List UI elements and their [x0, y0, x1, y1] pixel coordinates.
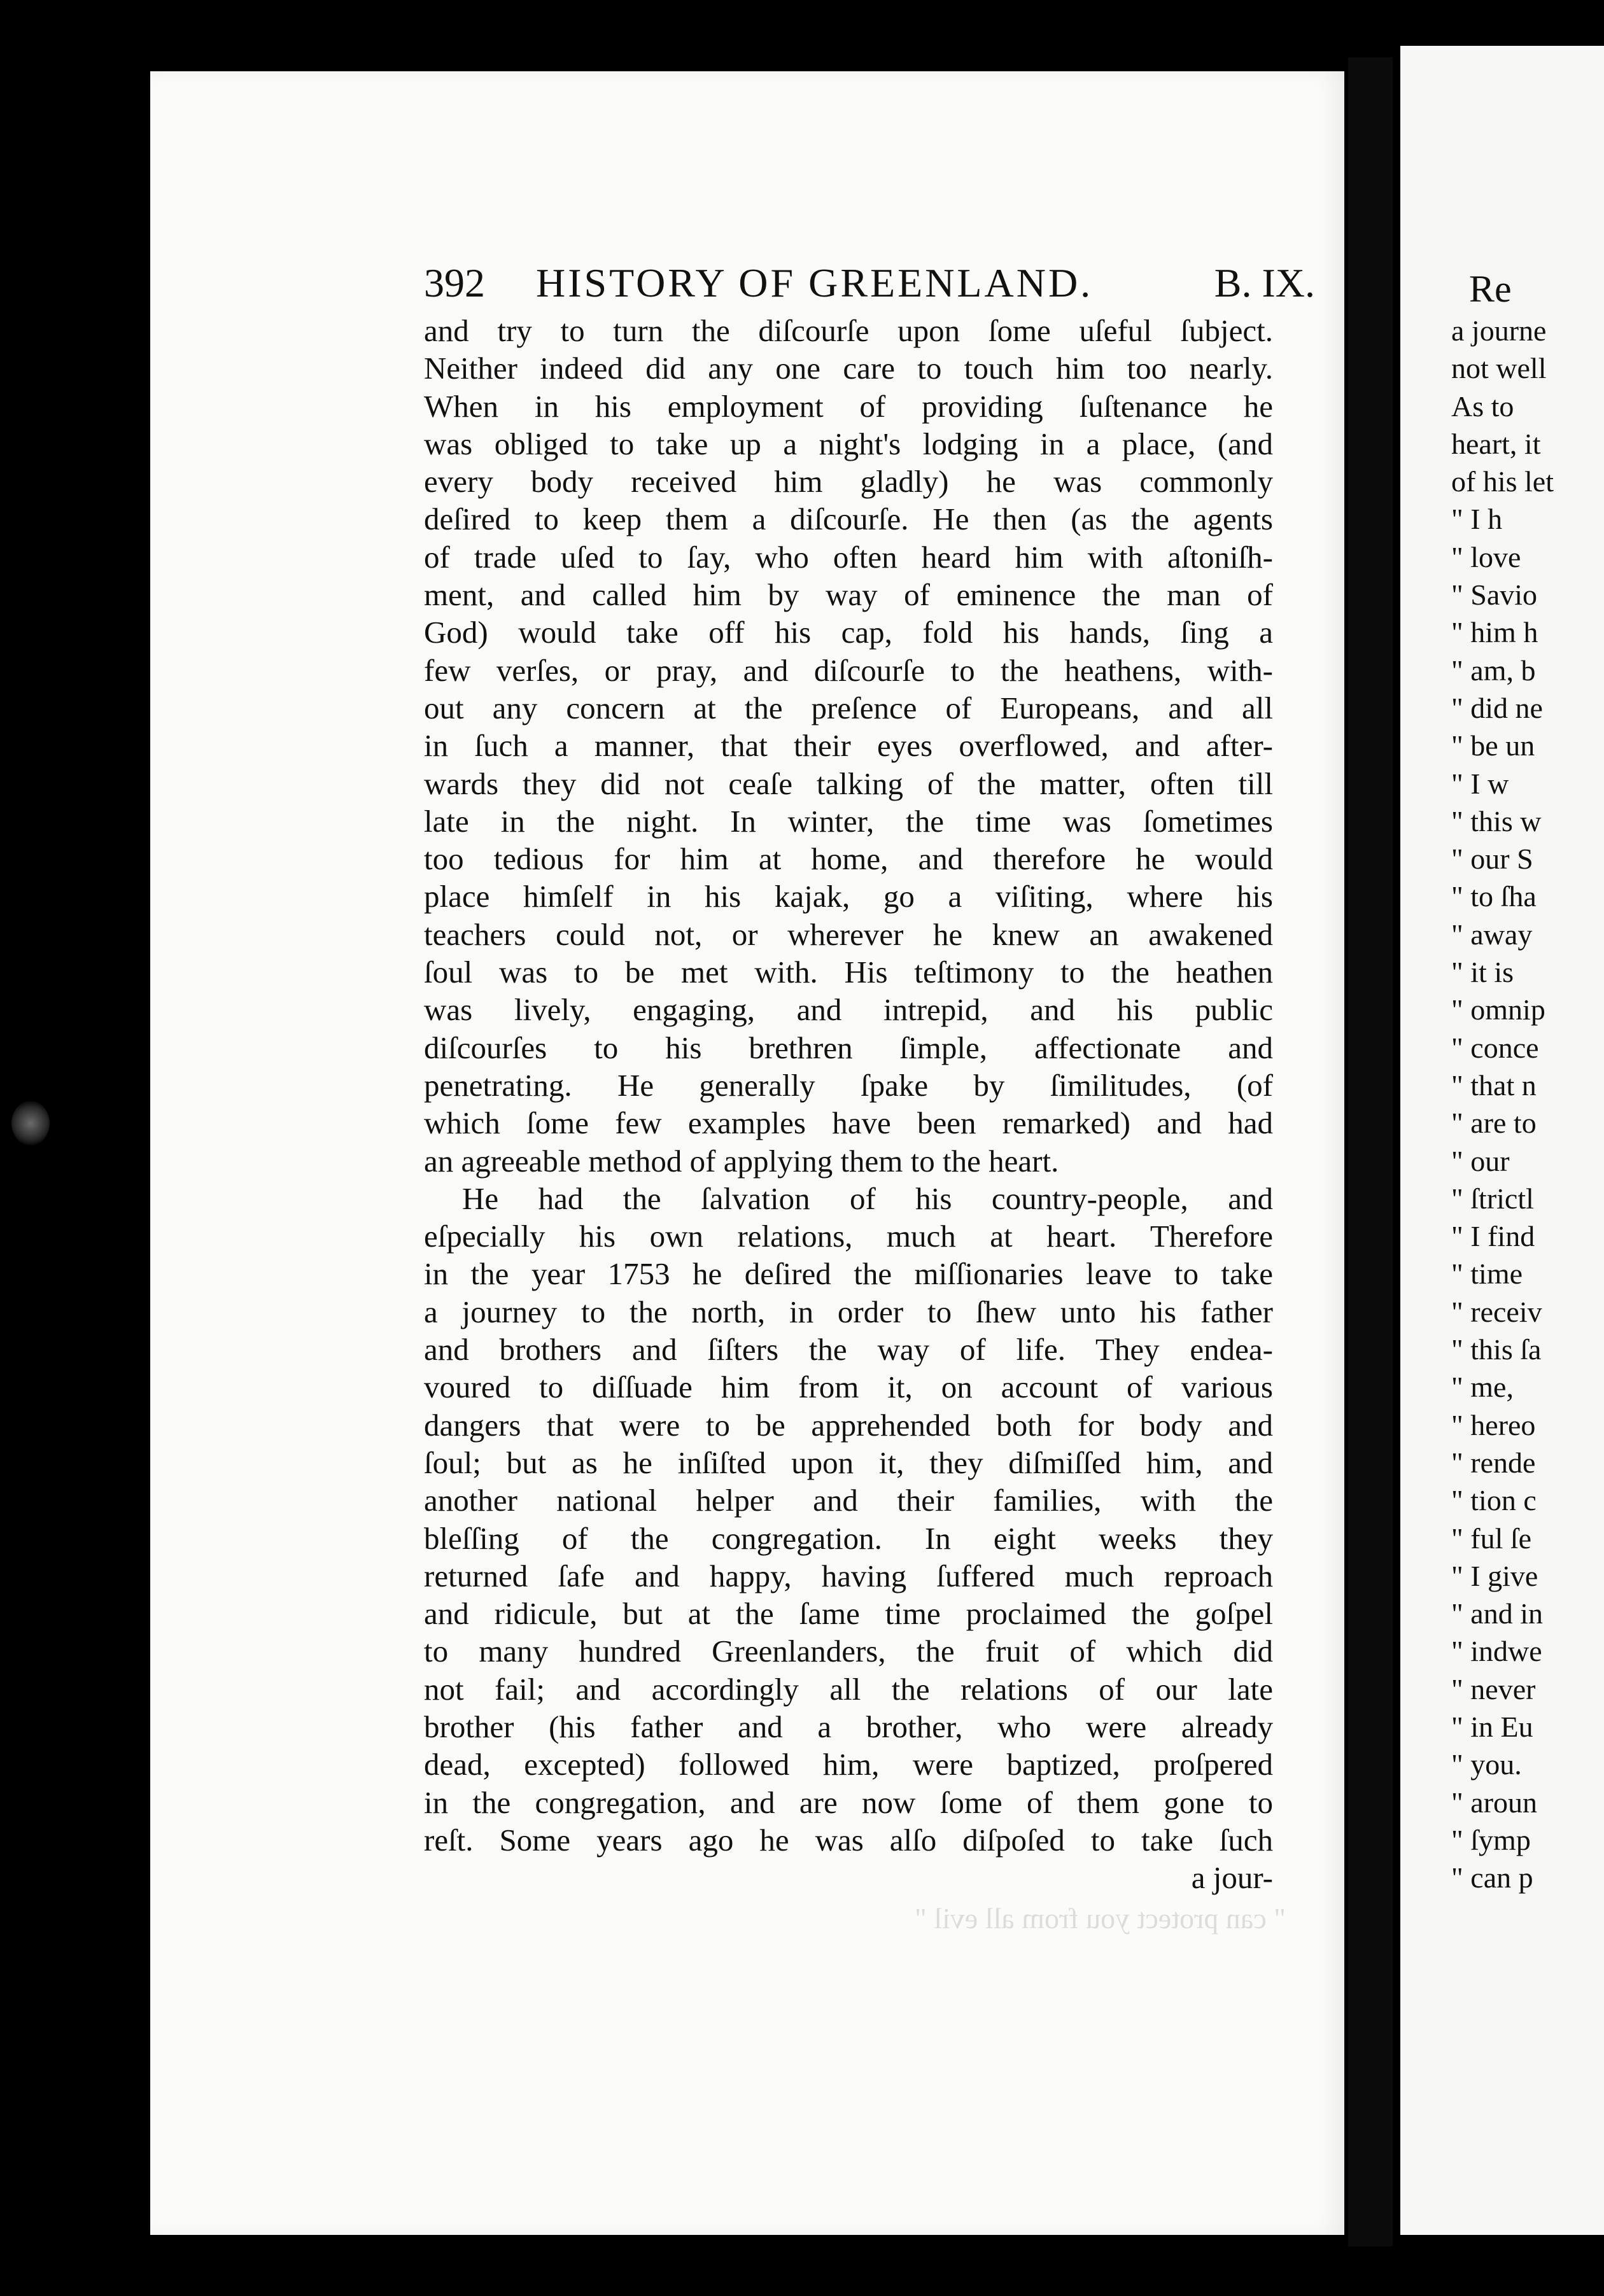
text-line: late in the night. In winter, the time was ſometimes [424, 803, 1273, 839]
right-text-line: " indwe [1451, 1635, 1542, 1668]
text-line: ſoul; but as he inſiſted upon it, they diſmiſſed him, and [424, 1445, 1273, 1480]
text-line: dangers that were to be apprehended both for body and [424, 1407, 1273, 1443]
right-text-line: " it is [1451, 956, 1514, 989]
text-line: an agreeable method of applying them to the heart. [424, 1143, 1059, 1179]
right-text-line: " are to [1451, 1107, 1537, 1140]
text-line: ment, and called him by way of eminence the man of [424, 577, 1273, 613]
text-line: He had the ſalvation of his country-people, and [462, 1180, 1273, 1216]
bleed-through-text: " can protect you from all evil " [915, 1902, 1286, 1935]
right-text-line: " did ne [1451, 691, 1543, 724]
text-line: wards they did not ceaſe talking of the matter, often till [424, 766, 1273, 801]
right-text-line: " I find [1451, 1220, 1535, 1253]
right-text-line: " conce [1451, 1031, 1539, 1064]
right-text-line: not well [1451, 352, 1547, 385]
right-text-line: " Savio [1451, 578, 1538, 612]
text-line: dead, excepted) followed him, were baptized, proſpered [424, 1747, 1273, 1782]
right-text-line: heart, it [1451, 427, 1541, 460]
text-line: God) would take off his cap, fold his hands, ſing a [424, 615, 1273, 650]
text-line: out any concern at the preſence of Europeans, and all [424, 690, 1273, 725]
text-line: diſcourſes to his brethren ſimple, affectionate and [424, 1030, 1273, 1065]
text-line: few verſes, or pray, and diſcourſe to the heathens, with- [424, 652, 1273, 688]
right-text-line: " time [1451, 1257, 1523, 1291]
book-gutter [1348, 57, 1393, 2246]
scan-speck [11, 1101, 50, 1145]
text-line: in the year 1753 he deſired the miſſionaries leave to take [424, 1256, 1273, 1292]
right-text-line: " and in [1451, 1597, 1543, 1630]
text-line: and brothers and ſiſters the way of life. They endea- [424, 1332, 1273, 1368]
right-text-line: " aroun [1451, 1786, 1538, 1819]
right-text-line: " to ſha [1451, 880, 1537, 913]
text-line: was lively, engaging, and intrepid, and his public [424, 992, 1273, 1028]
right-text-line: " him h [1451, 616, 1538, 649]
right-text-line: " love [1451, 540, 1521, 573]
text-line: a journey to the north, in order to ſhew unto his father [424, 1294, 1273, 1329]
text-line: Neither indeed did any one care to touch him too nearly. [424, 351, 1273, 386]
text-line: too tedious for him at home, and therefore he would [424, 841, 1273, 877]
right-text-line: " me, [1451, 1371, 1514, 1404]
running-head [424, 255, 1315, 312]
text-line: returned ſafe and happy, having ſuffered much reproach [424, 1558, 1273, 1593]
right-text-line: " I w [1451, 767, 1509, 800]
right-text-line: " ſymp [1451, 1823, 1531, 1856]
page-number: 392 [424, 260, 485, 305]
right-page-header: Re [1469, 268, 1512, 310]
text-line: another national helper and their families, with the [424, 1483, 1273, 1518]
right-text-line: " omnip [1451, 993, 1545, 1026]
right-text-line: " rende [1451, 1446, 1536, 1479]
right-text-line: " this ſa [1451, 1333, 1542, 1366]
right-text-line: " be un [1451, 729, 1535, 762]
right-text-line: " our S [1451, 843, 1533, 876]
right-text-line: " you. [1451, 1748, 1522, 1781]
text-line: place himſelf in his kajak, go a viſiting, where his [424, 879, 1273, 914]
right-text-line: " am, b [1451, 654, 1536, 687]
right-text-line: " I h [1451, 503, 1503, 536]
right-text-line: " that n [1451, 1068, 1537, 1102]
text-line: in the congregation, and are now ſome of them gone to [424, 1784, 1273, 1820]
right-text-line: " this w [1451, 804, 1542, 837]
text-line: to many hundred Greenlanders, the fruit of which did [424, 1634, 1273, 1669]
right-text-line: " never [1451, 1672, 1536, 1705]
text-line: brother (his father and a brother, who were already [424, 1709, 1273, 1744]
text-line: ſoul was to be met with. His teſtimony to the heathen [424, 955, 1273, 990]
text-line: voured to diſſuade him from it, on account of various [424, 1369, 1273, 1405]
right-text-line: " our [1451, 1144, 1510, 1177]
catchword: a jour- [1191, 1860, 1273, 1896]
right-text-line: " ful ſe [1451, 1522, 1532, 1555]
right-text-line: " tion c [1451, 1484, 1537, 1517]
text-line: bleſſing of the congregation. In eight weeks they [424, 1520, 1273, 1556]
text-line: every body received him gladly) he was commonly [424, 464, 1273, 500]
running-title: HISTORY OF GREENLAND. [536, 260, 1094, 305]
text-line: When in his employment of providing ſuſtenance he [424, 388, 1273, 424]
text-line: and try to turn the diſcourſe upon ſome uſeful ſubject. [424, 313, 1273, 348]
right-text-line: " can p [1451, 1861, 1533, 1894]
text-line: and ridicule, but at the ſame time proclaimed the goſpel [424, 1596, 1273, 1632]
text-line: which ſome few examples have been remarked) and had [424, 1105, 1273, 1141]
right-text-line: of his let [1451, 465, 1554, 498]
right-text-line: " ſtrictl [1451, 1182, 1534, 1215]
text-line: eſpecially his own relations, much at heart. Therefore [424, 1219, 1273, 1254]
text-line: not fail; and accordingly all the relations of our late [424, 1671, 1273, 1707]
body-text [424, 312, 1273, 1896]
right-text-line: " away [1451, 918, 1533, 951]
text-line: in ſuch a manner, that their eyes overflowed, and after- [424, 728, 1273, 764]
right-text-line: " in Eu [1451, 1710, 1533, 1743]
right-text-line: As to [1451, 389, 1514, 423]
book-number: B. IX. [1214, 260, 1315, 305]
right-text-line: " hereo [1451, 1408, 1536, 1441]
right-text-line: a journe [1451, 314, 1547, 347]
text-line: penetrating. He generally ſpake by ſimilitudes, (of [424, 1067, 1273, 1103]
text-line: teachers could not, or wherever he knew an awakened [424, 916, 1273, 952]
right-text-line: " I give [1451, 1559, 1538, 1592]
text-line: reſt. Some years ago he was alſo diſpoſed to take ſuch [424, 1822, 1273, 1858]
text-line: was obliged to take up a night's lodging in a place, (and [424, 426, 1273, 461]
right-text-line: " receiv [1451, 1295, 1542, 1328]
text-line: of trade uſed to ſay, who often heard him with aſtoniſh- [424, 539, 1273, 575]
right-page-text [1451, 312, 1604, 1896]
text-line: deſired to keep them a diſcourſe. He then (as the agents [424, 501, 1273, 537]
